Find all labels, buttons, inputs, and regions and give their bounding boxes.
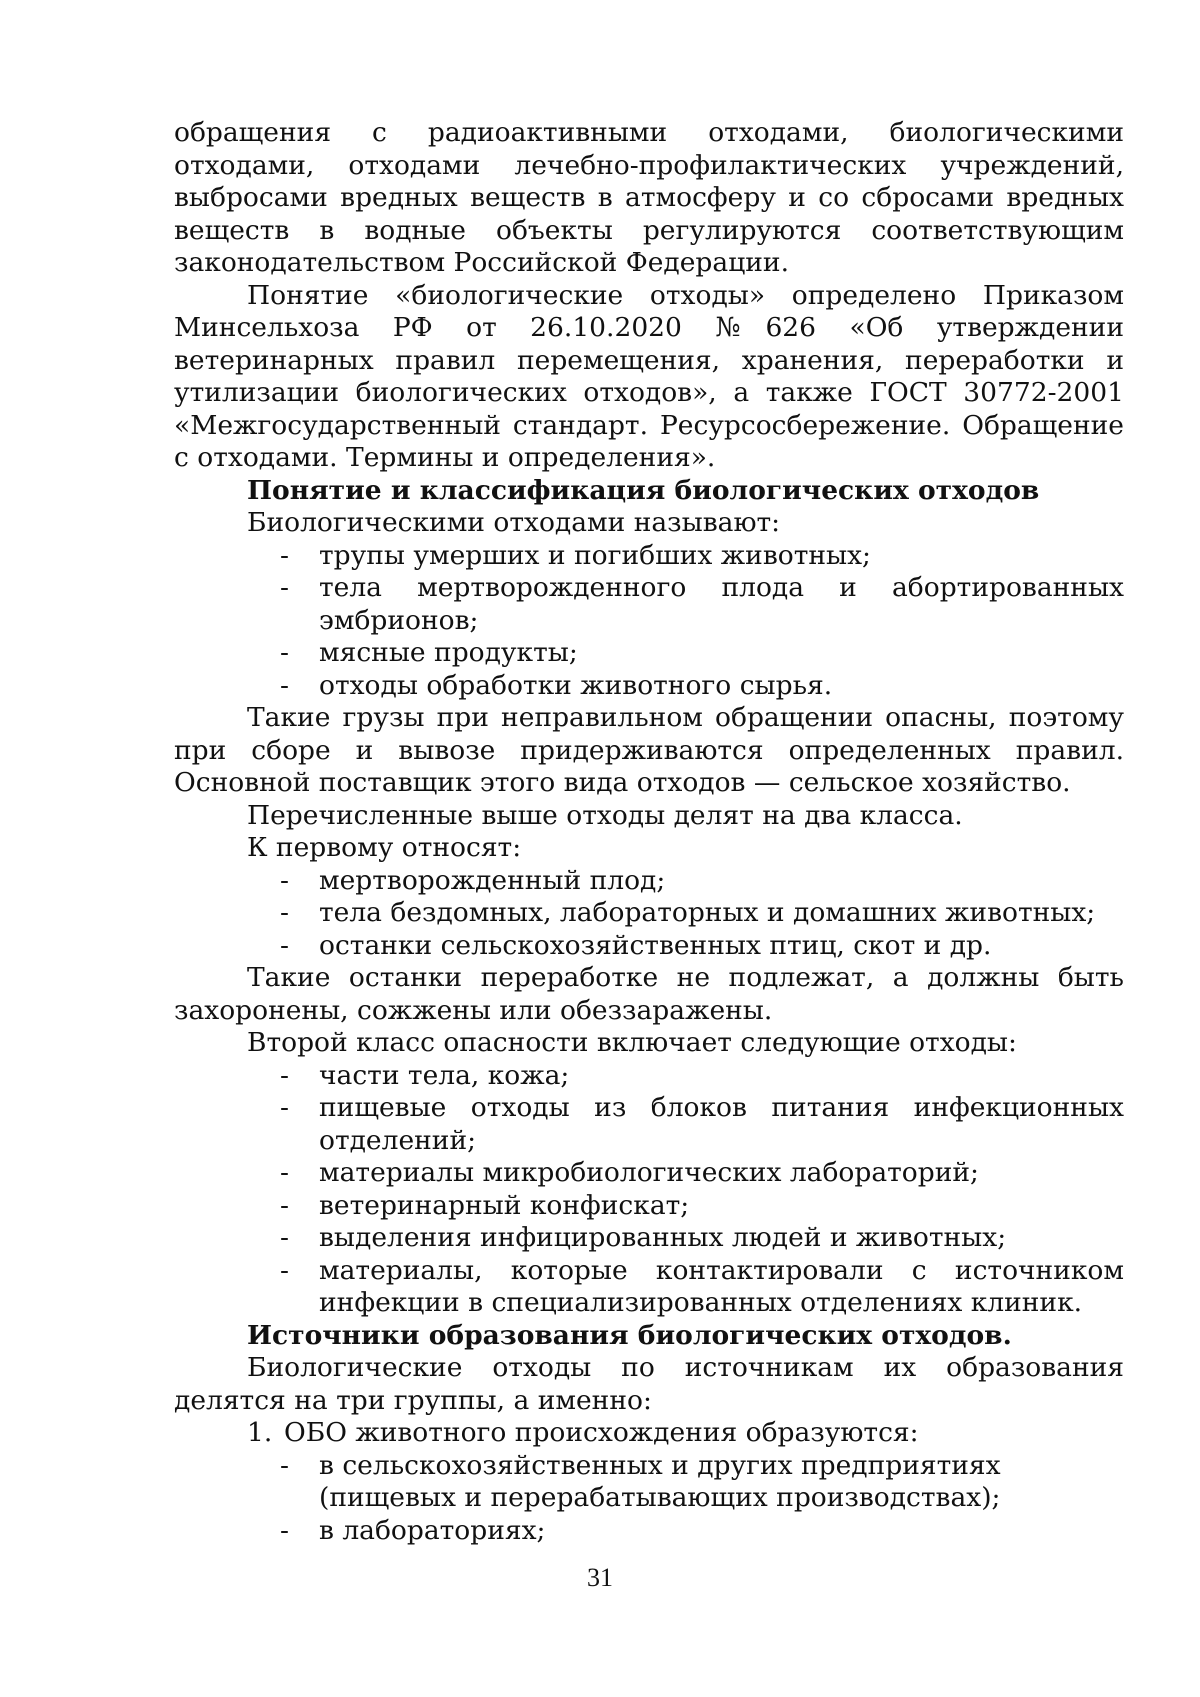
bullet-dash: -	[280, 864, 289, 896]
list-item: - отходы обработки животного сырья.	[280, 669, 833, 701]
list-item: - в сельскохозяйственных и других предприятиях (пищевых и перерабатывающих производствах);	[280, 1449, 1001, 1513]
paragraph-sources-intro: Биологические отходы по источникам их образования делятся на три группы, а именно:	[174, 1352, 1124, 1416]
list-item: - трупы умерших и погибших животных;	[280, 539, 871, 571]
section-heading-sources: Источники образования биологических отходов.	[247, 1319, 1012, 1351]
list-item: - мертворожденный плод;	[280, 864, 666, 896]
bullet-dash: -	[280, 1157, 289, 1188]
group1-list	[174, 1450, 1124, 1548]
bullet-dash: -	[280, 1449, 289, 1481]
class2-list	[174, 1060, 1124, 1320]
paragraph-bio-waste-intro: Биологическими отходами называют:	[247, 507, 781, 538]
paragraph-hazard: Такие грузы при неправильном обращении опасны, поэтому при сборе и вывозе придерживаются определенных правил. Основной поставщик этого вида отходов — сельское хозяйство.	[174, 702, 1124, 798]
bullet-dash: -	[280, 572, 289, 603]
class1-list	[174, 865, 1124, 963]
list-item: - пищевые отходы из блоков питания инфекционных отделений;	[280, 1092, 1124, 1156]
bullet-dash: -	[280, 1092, 289, 1123]
list-item: - тела мертворожденного плода и абортированных эмбрионов;	[280, 572, 1124, 636]
bullet-dash: -	[280, 539, 289, 571]
list-item: - материалы микробиологических лабораторий;	[280, 1157, 979, 1188]
list-item: - тела бездомных, лабораторных и домашних животных;	[280, 897, 1096, 928]
page-number: 31	[587, 1563, 613, 1592]
bullet-dash: -	[280, 637, 289, 668]
body-text	[174, 117, 1124, 1547]
numbered-item-group1	[174, 1417, 1124, 1450]
section-heading-classification: Понятие и классификация биологических отходов	[247, 474, 1040, 506]
group1-label: ОБО животного происхождения образуются:	[284, 1417, 919, 1448]
bullet-dash: -	[280, 1189, 289, 1221]
bullet-dash: -	[280, 1254, 289, 1286]
paragraph-class1-note: Такие останки переработке не подлежат, а должны быть захоронены, сожжены или обеззаражены.	[174, 962, 1124, 1026]
paragraph-class2-intro: Второй класс опасности включает следующие отходы:	[247, 1027, 1017, 1058]
bullet-dash: -	[280, 1514, 289, 1546]
bullet-dash: -	[280, 897, 289, 928]
list-number: 1.	[247, 1417, 273, 1448]
bio-waste-list	[174, 540, 1124, 703]
paragraph-classes: Перечисленные выше отходы делят на два класса.	[247, 799, 963, 831]
bullet-dash: -	[280, 929, 289, 961]
list-item: - мясные продукты;	[280, 637, 578, 668]
bullet-dash: -	[280, 1222, 289, 1253]
list-item: - ветеринарный конфискат;	[280, 1189, 690, 1221]
paragraph-class1-intro: К первому относят:	[247, 832, 522, 863]
bullet-dash: -	[280, 669, 289, 701]
paragraph-definition: Понятие «биологические отходы» определено Приказом Минсельхоза РФ от 26.10.2020 №626 «Об утверждении ветеринарных правил перемещения, хранения, переработки и утилизации биологических отходов», а также ГОСТ 30772-2001 «Межгосударственный стандарт. Ресурсосбережение. Обращение с отходами. Термины и определения».	[174, 279, 1124, 473]
list-item: - останки сельскохозяйственных птиц, скот и др.	[280, 929, 992, 961]
list-item: - в лабораториях;	[280, 1514, 546, 1546]
bullet-dash: -	[280, 1059, 289, 1091]
list-item: - выделения инфицированных людей и животных;	[280, 1222, 1007, 1253]
list-item: - части тела, кожа;	[280, 1059, 570, 1091]
list-item: - материалы, которые контактировали с источником инфекции в специализированных отделениях клиник.	[280, 1254, 1124, 1318]
paragraph-legislation: обращения с радиоактивными отходами, биологическими отходами, отходами лечебно-профилактических учреждений, выбросами вредных веществ в атмосферу и со сбросами вредных веществ в водные объекты регулируются соответствующим законодательством Российской Федерации.	[174, 117, 1124, 278]
